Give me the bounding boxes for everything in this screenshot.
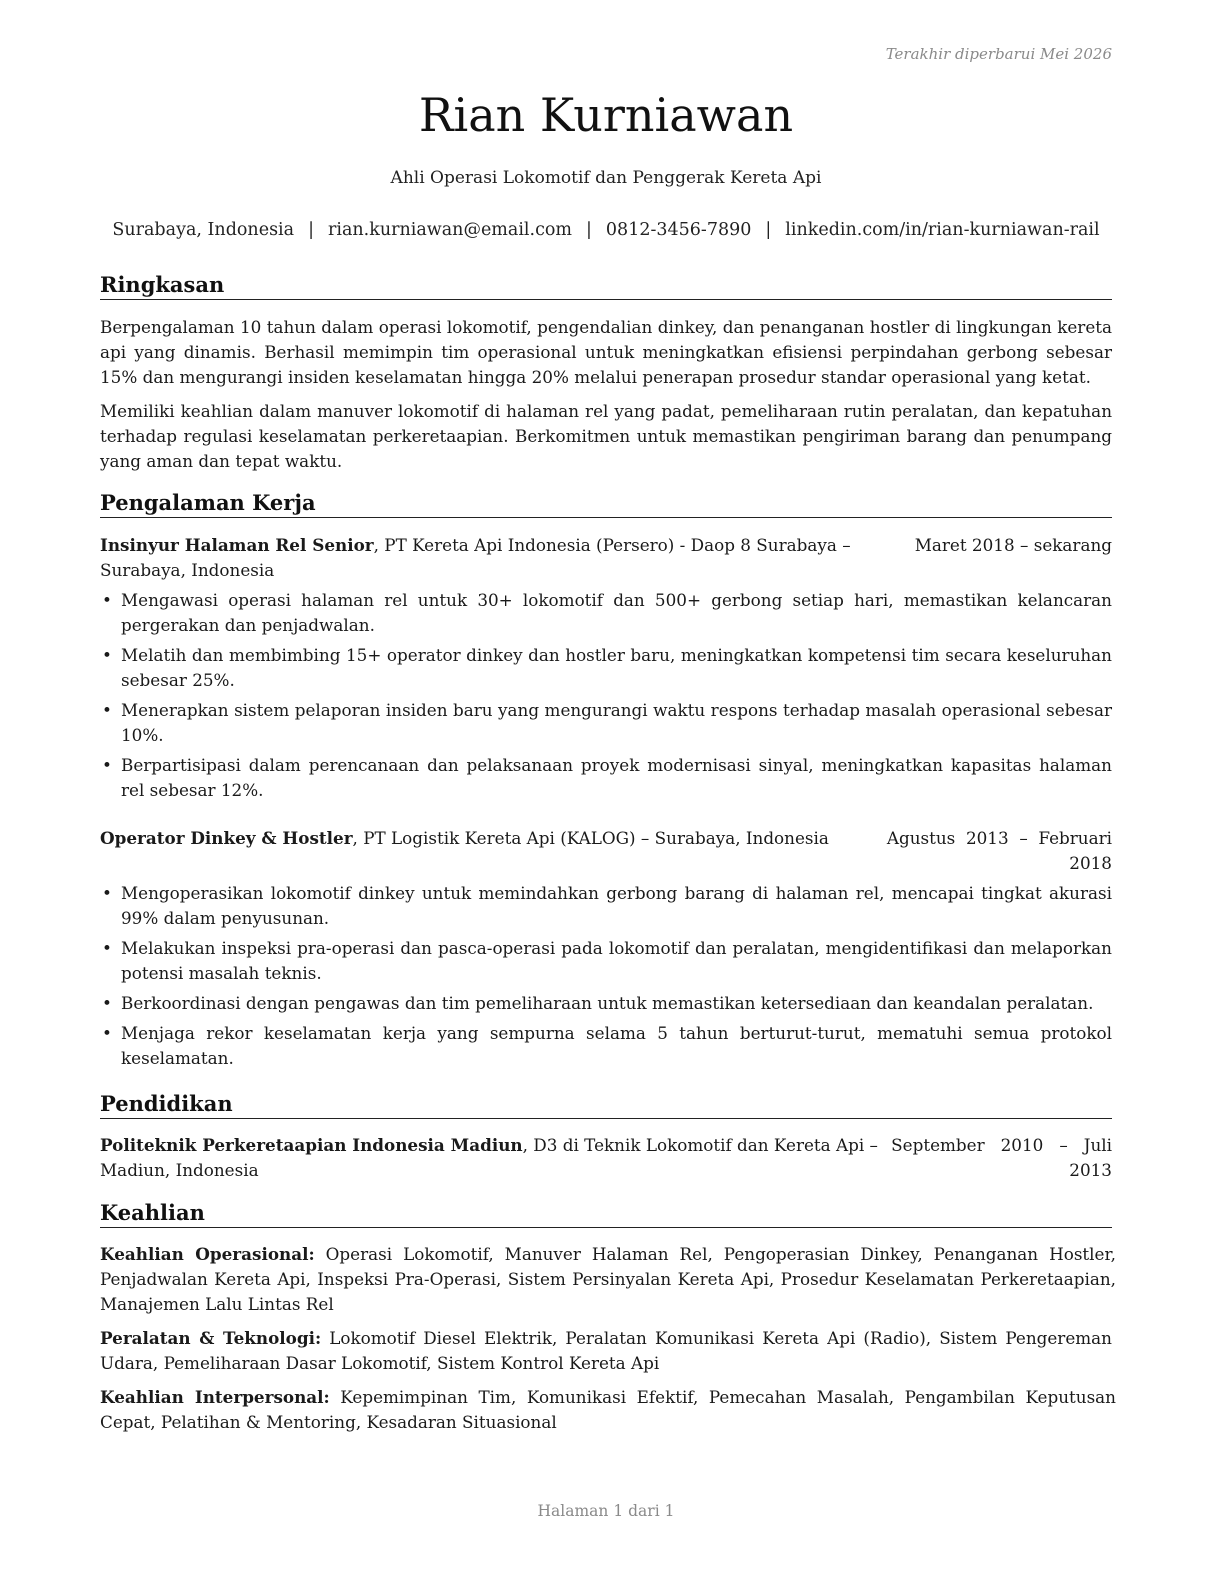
contact-email[interactable]: rian.kurniawan@email.com [327,220,573,240]
summary-paragraph: Memiliki keahlian dalam manuver lokomotif di halaman rel yang padat, pemeliharaan rutin peralatan, dan kepatuhan terhadap regulasi keselamatan perkeretaapian. Berkomitmen untuk memastikan pengiriman barang dan penumpang yang aman dan tepat waktu. [100,401,1112,471]
skill-group-text: Operasi Lokomotif, Manuver Halaman Rel, Pengoperasian Dinkey, Penanganan Hostler, Penjadwalan Kereta Api, Inspeksi Pra-Operasi, Sistem Persinyalan Kereta Api, Prosedur Keselamatan Perkeretaapian, Manajemen Lalu Lintas Rel [100,1244,1116,1314]
skill-group-label: Peralatan & Teknologi: [100,1328,322,1348]
skill-group-label: Keahlian Operasional: [100,1244,315,1264]
education-dates-start: September 2010 – Juli [891,1135,1112,1155]
job-dates-start: Agustus 2013 – Februari [886,828,1112,848]
skill-group-text: Kepemimpinan Tim, Komunikasi Efektif, Pemecahan Masalah, Pengambilan Keputusan Cepat, Pelatihan & Mentoring, Kesadaran Situasional [100,1387,1116,1432]
job-dates-end: 2018 [1069,853,1112,873]
education-dates-end: 2013 [1069,1160,1112,1180]
list-item: • Melakukan inspeksi pra-operasi dan pasca-operasi pada lokomotif dan peralatan, mengidentifikasi dan melaporkan potensi masalah teknis. [100,936,1112,986]
skill-group [100,1242,1116,1317]
resume-page [100,0,1116,1584]
skill-group-text: Lokomotif Diesel Elektrik, Peralatan Komunikasi Kereta Api (Radio), Sistem Pengereman Udara, Pemeliharaan Dasar Lokomotif, Sistem Kontrol Kereta Api [100,1328,1112,1373]
list-item: • Berkoordinasi dengan pengawas dan tim pemeliharaan untuk memastikan ketersediaan dan keandalan peralatan. [100,991,1112,1016]
job-header [100,533,1112,583]
page-footer: Halaman 1 dari 1 [537,1502,675,1520]
job-dates: Maret 2018 – sekarang [914,535,1112,555]
job-header [100,826,1112,873]
education-school: Politeknik Perkeretaapian Indonesia Madiun [100,1135,523,1155]
job-bullet-list [100,588,1112,808]
education-location: Madiun, Indonesia [100,1160,259,1180]
list-item: • Melatih dan membimbing 15+ operator dinkey dan hostler baru, meningkatkan kompetensi tim secara keseluruhan sebesar 25%. [100,643,1112,693]
education-degree: , D3 di Teknik Lokomotif dan Kereta Api – [522,1135,878,1155]
list-item: • Menerapkan sistem pelaporan insiden baru yang mengurangi waktu respons terhadap masalah operasional sebesar 10%. [100,698,1112,748]
contact-location: Surabaya, Indonesia [112,220,295,240]
contact-line [100,220,1112,240]
job-company: , PT Logistik Kereta Api (KALOG) – Surabaya, Indonesia [352,828,829,848]
contact-phone: 0812-3456-7890 [605,220,752,240]
contact-linkedin[interactable]: linkedin.com/in/rian-kurniawan-rail [785,220,1100,240]
job-title-line [100,533,890,583]
section-title-experience: Pengalaman Kerja [100,490,1112,518]
section-title-summary: Ringkasan [100,272,1112,300]
education-dates [891,1133,1112,1183]
list-item: • Mengoperasikan lokomotif dinkey untuk memindahkan gerbong barang di halaman rel, mencapai tingkat akurasi 99% dalam penyusunan. [100,881,1112,931]
section-title-skills: Keahlian [100,1200,1112,1228]
section-title-education: Pendidikan [100,1091,1112,1119]
job-role: Insinyur Halaman Rel Senior [100,535,374,555]
list-item: • Menjaga rekor keselamatan kerja yang sempurna selama 5 tahun berturut-turut, mematuhi semua protokol keselamatan. [100,1021,1112,1071]
job-dates [887,826,1112,876]
job-role: Operator Dinkey & Hostler [100,828,353,848]
skill-group [100,1326,1112,1376]
job-bullet-list [100,881,1112,1076]
summary-paragraph: Berpengalaman 10 tahun dalam operasi lokomotif, pengendalian dinkey, dan penanganan hostler di lingkungan kereta api yang dinamis. Berhasil memimpin tim operasional untuk meningkatkan efisiensi perpindahan gerbong sebesar 15% dan mengurangi insiden keselamatan hingga 20% melalui penerapan prosedur standar operasional yang ketat. [100,317,1112,387]
job-company: , PT Kereta Api Indonesia (Persero) - Daop 8 Surabaya – [373,535,851,555]
list-item: • Berpartisipasi dalam perencanaan dan pelaksanaan proyek modernisasi sinyal, meningkatkan kapasitas halaman rel sebesar 12%. [100,753,1112,803]
contact-separator: | [765,220,772,240]
contact-separator: | [586,220,592,240]
candidate-name: Rian Kurniawan [418,88,794,142]
job-location: Surabaya, Indonesia [100,560,275,580]
last-updated-note: Terakhir diperbarui Mei 2026 [885,45,1112,63]
education-title-line [100,1133,980,1183]
education-entry [100,1133,1112,1183]
skill-group-label: Keahlian Interpersonal: [100,1387,330,1407]
contact-separator: | [308,220,314,240]
job-title-line [100,826,840,851]
headline: Ahli Operasi Lokomotif dan Penggerak Kereta Api [390,168,822,188]
list-item: • Mengawasi operasi halaman rel untuk 30+ lokomotif dan 500+ gerbong setiap hari, memastikan kelancaran pergerakan dan penjadwalan. [100,588,1112,638]
skill-group [100,1385,1116,1435]
